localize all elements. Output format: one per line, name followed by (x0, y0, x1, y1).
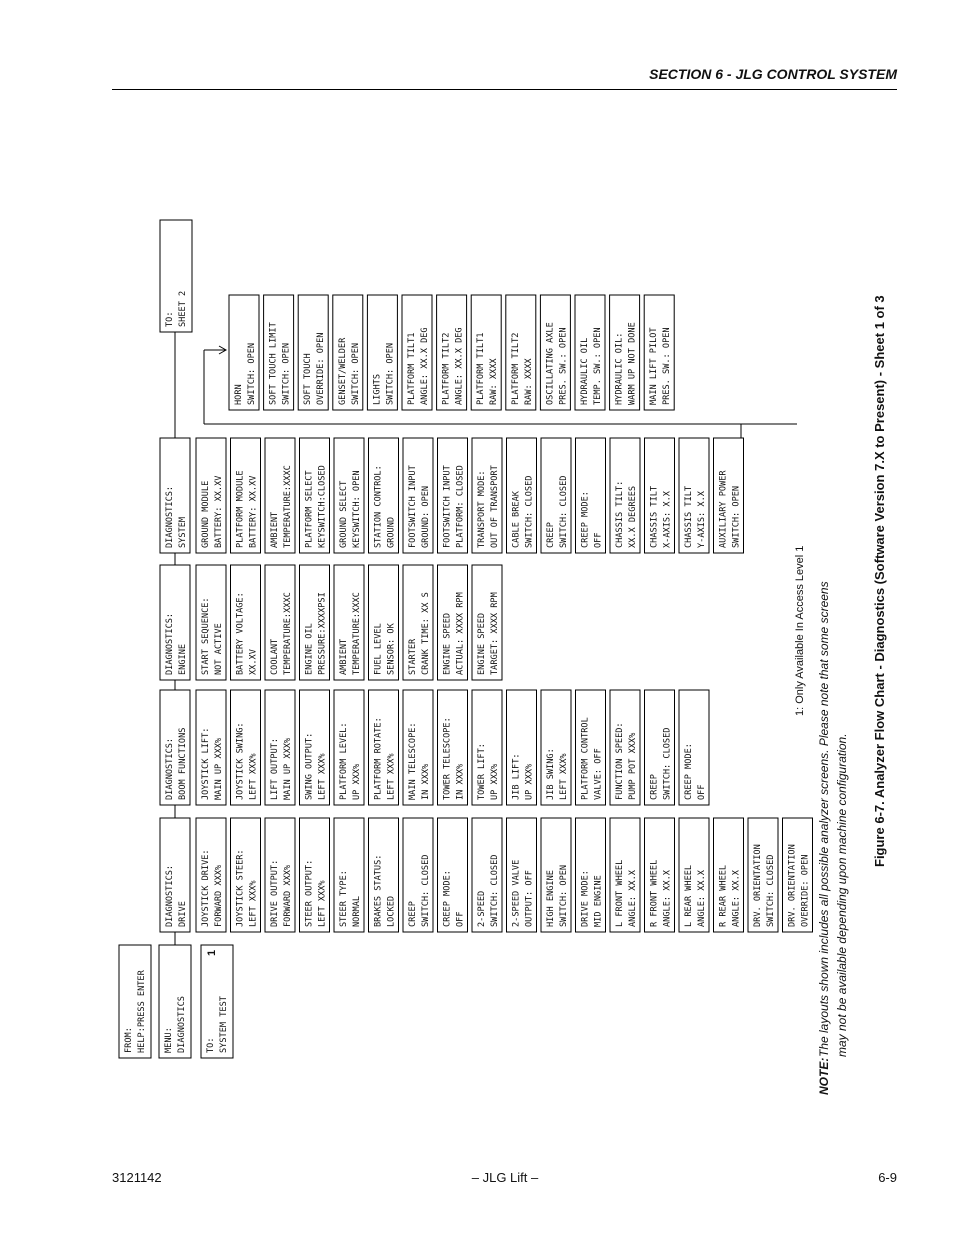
column-3-item (265, 565, 295, 680)
column-1-item-line-1: STEER TYPE: (339, 870, 349, 927)
column-2-item-line-1: TOWER TELESCOPE: (442, 717, 453, 800)
system-extra-item-line-2: TEMP. SW.: OPEN (593, 327, 603, 405)
system-extra-item (575, 295, 605, 410)
column-1-item-line-2: MID ENGINE (593, 875, 604, 927)
system-extra-item-line-1: PLATFORM TILT2 (510, 332, 521, 405)
flow-chart-boxes (119, 220, 813, 1058)
system-extra-item-line-1: GENSET/WELDER (337, 337, 348, 405)
menu-box (159, 945, 191, 1058)
column-2-item-line-1: JIB LIFT: (511, 753, 522, 800)
column-4-item-line-1: AUXILIARY POWER (718, 470, 729, 548)
column-1-item (403, 818, 433, 932)
column-4-item-line-2: Y-AXIS: X.X (697, 491, 707, 548)
system-extra-item-line-2: ANGLE: XX.X DEG (454, 327, 465, 405)
system-extra-item (506, 295, 536, 410)
column-4-item-line-2: OUT OF TRANSPORT (490, 465, 500, 548)
column-2-item (507, 690, 537, 805)
column-4-item (645, 438, 675, 553)
system-extra-item-line-1: PLATFORM TILT1 (476, 332, 487, 405)
column-2-item-line-1: MAIN TELESCOPE: (408, 722, 418, 800)
system-extra-item-line-2: RAW: XXXX (523, 358, 534, 405)
column-2-item-line-2: VALVE: OFF (593, 748, 604, 800)
column-2-item-line-2: MAIN UP XXX% (214, 737, 224, 800)
column-1-item-line-1: HIGH ENGINE (546, 870, 556, 927)
column-3-item-line-2: TEMPERATURE:XXXC (283, 592, 293, 675)
column-2-item-line-2: LEFT XXX% (248, 753, 259, 800)
column-4-header-line-1: DIAGNOSTICS: (165, 485, 175, 548)
column-2-item (576, 690, 606, 805)
column-2-item-line-1: PLATFORM ROTATE: (373, 717, 384, 800)
column-2-item-line-1: JIB SWING: (546, 748, 556, 800)
menu-box-line-1: MENU: (164, 1027, 174, 1053)
column-1-item-line-1: 2-SPEED VALVE (511, 859, 522, 927)
column-2-item-line-2: UP XXX% (352, 763, 362, 800)
column-4-item-line-1: GROUND SELECT (339, 480, 349, 548)
column-2-item (334, 690, 364, 805)
column-2-item-line-2: LEFT XXX% (386, 753, 397, 800)
column-1-item-line-2: SWITCH: CLOSED (766, 854, 776, 927)
column-1-item-line-1: R REAR WHEEL (718, 864, 729, 927)
column-4-item (472, 438, 502, 553)
column-4-item-line-2: GROUND (386, 516, 397, 548)
system-extra-item-line-1: LIGHTS (372, 373, 383, 405)
column-4-item-line-1: CABLE BREAK (511, 491, 522, 548)
note-label: NOTE: (817, 1057, 831, 1095)
column-1-item-line-2: LEFT XXX% (317, 880, 328, 927)
column-4-item-line-1: PLATFORM MODULE (235, 470, 246, 548)
column-3-item (196, 565, 226, 680)
system-extra-item-line-1: SOFT TOUCH LIMIT (268, 322, 279, 405)
column-4-item-line-1: GROUND MODULE (201, 480, 211, 548)
column-3-item (369, 565, 399, 680)
column-4-item-line-2: BATTERY: XX.XV (214, 475, 224, 548)
column-2-item-line-2: LEFT XXX% (317, 753, 328, 800)
column-2-header (160, 690, 190, 805)
column-2-item-line-1: CREEP MODE: (684, 743, 694, 800)
column-1-header-line-2: DRIVE (178, 901, 188, 927)
column-4-item-line-2: SWITCH: CLOSED (559, 475, 569, 548)
column-3-item-line-1: ENGINE SPEED (442, 612, 453, 675)
system-extra-item-line-1: SOFT TOUCH (303, 353, 314, 405)
column-3-item-line-1: START SEQUENCE: (201, 597, 211, 675)
column-4-item-line-1: TRANSPORT MODE: (477, 470, 487, 548)
figure-note (817, 581, 849, 1095)
column-2-item (541, 690, 571, 805)
system-extra-item (264, 295, 294, 410)
access-level-marker (206, 950, 218, 956)
column-2-item (231, 690, 261, 805)
system-extra-item (229, 295, 259, 410)
column-4-item-line-2: X-AXIS: X.X (662, 491, 673, 548)
column-1-item-line-2: OFF (455, 911, 466, 927)
note-line-1: The layouts shown includes all possible analyzer screens. Please note that some screens (817, 581, 831, 1057)
column-1-item-line-1: JOYSTICK DRIVE: (201, 849, 211, 927)
column-2-item (403, 690, 433, 805)
column-1-item (300, 818, 330, 932)
column-2-item (300, 690, 330, 805)
footer-doc-number: 3121142 (112, 1170, 162, 1185)
column-4-item (334, 438, 364, 553)
column-2-item-line-2: SWITCH: CLOSED (662, 727, 673, 800)
column-2-item-line-2: LEFT XXX% (559, 753, 569, 800)
column-2-item-line-2: UP XXX% (490, 763, 500, 800)
column-2-item-line-2: PUMP POT XXX% (628, 732, 638, 800)
system-extra-item-line-2: PRES. SW.: OPEN (558, 327, 569, 405)
column-2-item (265, 690, 295, 805)
column-3-item-line-1: ENGINE OIL (304, 623, 315, 675)
from-box-line-2: HELP:PRESS ENTER (137, 970, 147, 1053)
column-1-item-line-2: FORWARD XXX% (283, 864, 293, 927)
column-1-item-line-1: BRAKES STATUS: (373, 854, 384, 927)
system-extra-item-line-1: HYDRAULIC OIL (580, 337, 590, 405)
column-4-item-line-2: XX.X DEGREES (628, 485, 638, 548)
column-3-header (160, 565, 190, 680)
system-extra-item-line-2: ANGLE: XX.X DEG (420, 327, 430, 405)
column-4-item-line-1: FOOTSWITCH INPUT (408, 465, 418, 548)
column-2-item-line-2: MAIN UP XXX% (283, 737, 293, 800)
column-1-item (438, 818, 468, 932)
column-3-item-line-2: XX.XV (248, 649, 259, 675)
column-2-item (438, 690, 468, 805)
column-1-item (645, 818, 675, 932)
figure-caption-text: Figure 6-7. Analyzer Flow Chart - Diagnostics (Software Version 7.X to Present) - Sheet 1 of 3 (872, 295, 887, 867)
column-4-item (438, 438, 468, 553)
column-3-item (334, 565, 364, 680)
column-1-item-line-1: DRIVE OUTPUT: (270, 859, 280, 927)
column-3-item (403, 565, 433, 680)
column-4-item (507, 438, 537, 553)
system-extra-item-line-2: OVERRIDE: OPEN (316, 332, 327, 405)
system-extra-item-line-1: PLATFORM TILT2 (441, 332, 452, 405)
column-2-item (610, 690, 640, 805)
column-4-item-line-1: PLATFORM SELECT (304, 470, 315, 548)
column-1-item-line-2: LOCKED (386, 895, 397, 927)
system-extra-item-line-2: SWITCH: OPEN (247, 342, 257, 405)
column-1-item-line-2: ANGLE: XX.X (731, 870, 742, 927)
column-3-item-line-1: FUEL LEVEL (373, 623, 384, 675)
column-4-item (610, 438, 640, 553)
column-1-item-line-1: JOYSTICK STEER: (235, 849, 246, 927)
column-2-item-line-1: SWING OUTPUT: (304, 732, 315, 800)
column-4-item (231, 438, 261, 553)
column-1-item (369, 818, 399, 932)
column-3-item-line-1: STARTER (408, 638, 418, 675)
column-1-item (748, 818, 778, 932)
column-1-item (576, 818, 606, 932)
column-1-item (610, 818, 640, 932)
column-3-item-line-2: CRANK TIME: XX S (421, 592, 431, 675)
to-system-test-box-line-1: TO: (206, 1037, 216, 1053)
footer-center: – JLG Lift – (471, 1170, 539, 1185)
system-extra-item-line-2: PRES. SW.: OPEN (662, 327, 673, 405)
system-extra-item (402, 295, 432, 410)
column-2-item (679, 690, 709, 805)
column-4-item-line-2: BATTERY: XX.XV (248, 475, 259, 548)
column-1-item-line-1: DRV. ORIENTATION (753, 844, 763, 927)
column-1-item (783, 818, 813, 932)
column-1-item (472, 818, 502, 932)
column-1-header (160, 818, 190, 932)
column-4-item-line-2: PLATFORM: CLOSED (455, 465, 466, 548)
column-3-item-line-2: TARGET: XXXX RPM (490, 592, 500, 675)
figure-caption (872, 295, 887, 867)
column-3-item-line-1: BATTERY VOLTAGE: (235, 592, 246, 675)
column-4-item (265, 438, 295, 553)
column-1-item-line-2: SWITCH: CLOSED (421, 854, 431, 927)
column-4-item-line-2: TEMPERATURE:XXXC (283, 465, 293, 548)
system-extra-item-line-2: SWITCH: OPEN (385, 342, 396, 405)
column-1-item-line-2: NORMAL (352, 895, 362, 927)
column-3-item-line-1: ENGINE SPEED (477, 612, 487, 675)
column-4-item-line-1: CREEP MODE: (580, 491, 591, 548)
column-1-item-line-2: ANGLE: XX.X (697, 870, 707, 927)
column-4-item (403, 438, 433, 553)
column-1-item-line-2: LEFT XXX% (248, 880, 259, 927)
column-2-item-line-1: JOYSTICK SWING: (235, 722, 246, 800)
system-extra-item-line-1: PLATFORM TILT1 (407, 332, 417, 405)
column-1-item-line-2: OVERRIDE: OPEN (800, 854, 811, 927)
column-1-header-line-1: DIAGNOSTICS: (165, 864, 175, 927)
column-4-item-line-1: FOOTSWITCH INPUT (442, 465, 453, 548)
footnote-text: 1: Only Available In Access Level 1 (794, 545, 806, 716)
system-extra-item-line-2: WARM UP NOT DONE (627, 322, 638, 405)
column-1-item-line-1: DRV. ORIENTATION (787, 844, 798, 927)
column-2-item-line-1: TOWER LIFT: (477, 743, 487, 800)
column-2-item-line-2: IN XXX% (455, 763, 466, 800)
column-1-item (714, 818, 744, 932)
column-4-item (679, 438, 709, 553)
column-4-item (300, 438, 330, 553)
column-4-header-line-2: SYSTEM (178, 516, 188, 548)
column-2-item-line-2: UP XXX% (524, 763, 535, 800)
column-3-item-line-2: TEMPERATURE:XXXC (352, 592, 362, 675)
column-3-item (300, 565, 330, 680)
column-4-item-line-1: CHASSIS TILT (684, 485, 694, 548)
system-extra-item-line-1: HYDRAULIC OIL: (614, 332, 625, 405)
column-1-item (231, 818, 261, 932)
column-3-item-line-2: ACTUAL: XXXX RPM (455, 592, 466, 675)
column-1-item-line-2: ANGLE: XX.X (662, 870, 673, 927)
column-4-item-line-1: CHASSIS TILT: (615, 480, 625, 548)
column-2-header-line-1: DIAGNOSTICS: (165, 737, 175, 800)
column-2-item-line-1: LIFT OUTPUT: (270, 737, 280, 800)
column-2-item-line-1: JOYSTICK LIFT: (201, 727, 211, 800)
column-3-header-line-2: ENGINE (178, 643, 188, 675)
system-extra-item-line-2: RAW: XXXX (489, 358, 500, 405)
to-sheet2-box-line-1: TO: (165, 311, 175, 327)
column-4-item-line-2: GROUND: OPEN (421, 485, 431, 548)
column-3-item-line-1: AMBIENT (339, 638, 349, 675)
column-2-item (645, 690, 675, 805)
system-extra-item-line-2: SWITCH: OPEN (281, 342, 292, 405)
column-4-item-line-1: AMBIENT (270, 511, 280, 548)
column-4-item-line-1: CREEP (546, 522, 556, 548)
column-1-item (334, 818, 364, 932)
system-extra-item (644, 295, 674, 410)
column-3-item-line-2: SENSOR: OK (386, 623, 397, 675)
system-extra-item-line-1: MAIN LIFT PILOT (649, 327, 660, 405)
column-4-item-line-2: KEYSWITCH:CLOSED (317, 465, 328, 548)
column-1-item (196, 818, 226, 932)
system-extra-item (437, 295, 467, 410)
column-4-item (369, 438, 399, 553)
system-extra-item-line-2: SWITCH: OPEN (350, 342, 361, 405)
to-sheet2-box-line-2: SHEET 2 (178, 290, 188, 327)
column-2-item-line-2: IN XXX% (421, 763, 431, 800)
column-4-item-line-2: KEYSWITCH: OPEN (352, 470, 362, 548)
column-1-item (679, 818, 709, 932)
column-1-item-line-2: SWITCH: OPEN (559, 864, 569, 927)
system-extra-item-line-1: HORN (234, 384, 244, 405)
column-4-item-line-2: OFF (593, 532, 604, 548)
from-box-line-1: FROM: (124, 1027, 134, 1053)
column-1-item-line-1: DRIVE MODE: (580, 870, 591, 927)
to-system-test-box-line-2: SYSTEM TEST (219, 996, 229, 1053)
column-2-item-line-1: CREEP (649, 774, 660, 800)
column-2-item (196, 690, 226, 805)
column-1-item-line-1: L REAR WHEEL (684, 864, 694, 927)
system-extra-item-line-1: OSCILLATING AXLE (545, 322, 556, 405)
to-system-test-box (201, 945, 233, 1058)
column-3-item (438, 565, 468, 680)
column-1-item-line-1: 2-SPEED (477, 890, 487, 927)
column-4-item-line-1: STATION CONTROL: (373, 465, 384, 548)
footnote (794, 546, 806, 716)
column-3-item (472, 565, 502, 680)
column-4-item (196, 438, 226, 553)
column-4-item-line-1: CHASSIS TILT (649, 485, 660, 548)
to-sheet2-box (160, 220, 192, 332)
column-3-item-line-1: COOLANT (270, 638, 280, 675)
from-box (119, 945, 151, 1058)
system-extra-item (471, 295, 501, 410)
column-1-item-line-2: FORWARD XXX% (214, 864, 224, 927)
menu-box-line-2: DIAGNOSTICS (177, 996, 187, 1053)
column-1-item-line-2: ANGLE: XX.X (628, 870, 638, 927)
column-4-header (160, 438, 190, 553)
column-3-item-line-2: PRESSURE:XXXXPSI (317, 592, 328, 675)
column-4-item (576, 438, 606, 553)
system-extra-item (367, 295, 397, 410)
column-1-item-line-1: STEER OUTPUT: (304, 859, 315, 927)
system-extra-item (298, 295, 328, 410)
column-2-item-line-1: PLATFORM CONTROL (580, 717, 591, 800)
column-1-item (541, 818, 571, 932)
column-2-header-line-2: BOOM FUNCTIONS (178, 727, 188, 800)
column-3-item-line-2: NOT ACTIVE (214, 623, 224, 675)
column-3-header-line-1: DIAGNOSTICS: (165, 612, 175, 675)
section-header: SECTION 6 - JLG CONTROL SYSTEM (649, 66, 897, 82)
column-1-item-line-1: CREEP MODE: (442, 870, 453, 927)
column-4-item-line-2: SWITCH: OPEN (731, 485, 742, 548)
column-1-item-line-1: CREEP (408, 901, 418, 927)
column-4-item-line-2: SWITCH: CLOSED (524, 475, 535, 548)
note-line-2: may not be available depending upon machine configuration. (835, 733, 849, 1057)
system-extra-item (333, 295, 363, 410)
column-1-item-line-2: SWITCH: CLOSED (490, 854, 500, 927)
column-3-item (231, 565, 261, 680)
access-level-marker-text: 1 (206, 949, 218, 956)
column-4-item (714, 438, 744, 553)
column-2-item (472, 690, 502, 805)
system-extra-item (540, 295, 570, 410)
column-2-item-line-1: FUNCTION SPEED: (615, 722, 625, 800)
column-1-item (265, 818, 295, 932)
column-1-item (507, 818, 537, 932)
column-1-item-line-1: R FRONT WHEEL (649, 859, 660, 927)
column-2-item (369, 690, 399, 805)
column-2-item-line-2: OFF (697, 784, 707, 800)
system-extra-item (610, 295, 640, 410)
column-2-item-line-1: PLATFORM LEVEL: (339, 722, 349, 800)
column-1-item-line-2: OUTPUT: OFF (524, 870, 535, 927)
footer-page-number: 6-9 (878, 1170, 897, 1185)
column-4-item (541, 438, 571, 553)
column-1-item-line-1: L FRONT WHEEL (615, 859, 625, 927)
